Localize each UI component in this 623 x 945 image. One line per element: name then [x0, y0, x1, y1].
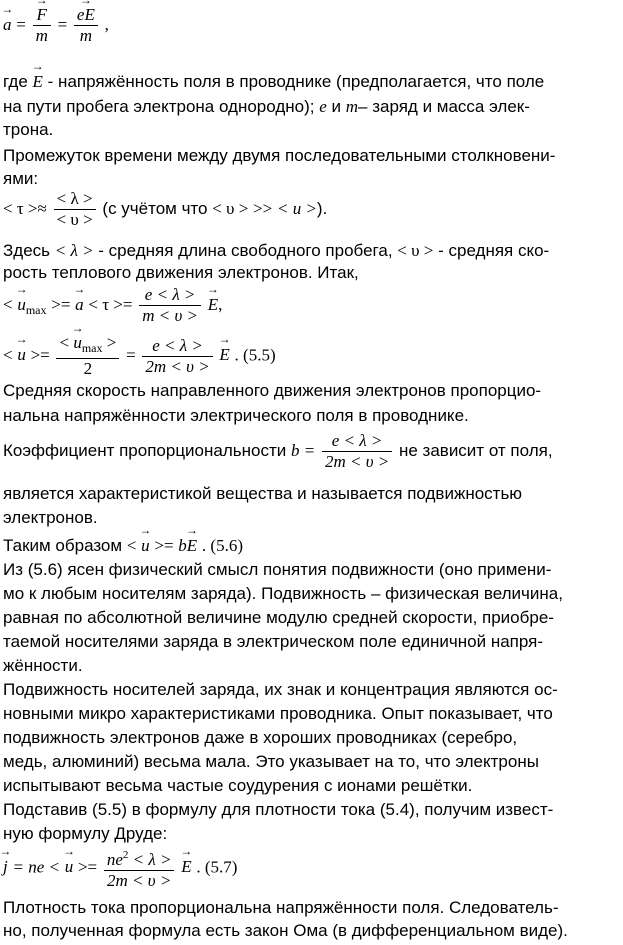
eq1-lhs: → a: [3, 15, 12, 35]
eq1-fraction-2: → $\frac{eE}{m}$: [74, 6, 98, 45]
equation-tau: < τ >≈ $\frac{< \lambda >}{< \upsilon >}$ (с учётом что < υ > >> < u >).: [3, 189, 328, 229]
p10-line-2: но, полученная формула есть закон Ома (в дифференциальном виде).: [3, 921, 568, 940]
p8-line-2: новными микро характеристиками проводника. Опыт показывает, что: [3, 704, 553, 723]
p8-line-3: подвижность электронов даже в хороших проводниках (серебро,: [3, 728, 518, 747]
p7-line-2: мо к любым носителям заряда). Подвижность – физическая величина,: [3, 584, 563, 603]
p7-line-3: равная по абсолютной величине модулю средней скорости, приобре-: [3, 608, 554, 627]
p5-line-1: Коэффициент пропорциональности b = $\frac{e < \lambda >}{2m < \upsilon >}$ не зависит от поля,: [3, 431, 553, 471]
p8-line-4: медь, алюминий) весьма мала. Это указывает на то, что электроны: [3, 752, 539, 771]
p5-line-2: является характеристикой вещества и называется подвижностью: [3, 484, 523, 503]
equation-drude: → j = ne < → u >= $\frac{ne^2 < \lambda >}{2m < \upsilon >}$ → E . (5.7): [3, 846, 237, 890]
p7-line-5: жённости.: [3, 656, 83, 675]
p8-line-5: испытывают весьма частые соудурения с ионами решётки.: [3, 776, 473, 795]
p2-line-2: ями:: [3, 169, 39, 188]
p8-line-1: Подвижность носителей заряда, их знак и концентрация являются ос-: [3, 680, 558, 699]
eq1-fraction-1: → $\frac{F}{m}$: [33, 6, 51, 45]
p9-line-1: Подставив (5.5) в формулу для плотности тока (5.4), получим извест-: [3, 800, 554, 819]
p1-line-2: на пути пробега электрона однородно); e и m– заряд и масса элек-: [3, 97, 530, 116]
p3-line-2: рость теплового движения электронов. Итак,: [3, 263, 359, 282]
p10-line-1: Плотность тока пропорциональна напряжённости поля. Следователь-: [3, 898, 559, 917]
equation-umax: < → $u_{max}$ >= → a < τ >= $\frac{e < \lambda >}{m < \upsilon >}$ → E,: [3, 286, 222, 325]
p1-line-1: где → E - напряжённость поля в проводнике (предполагается, что поле: [3, 72, 544, 91]
p3-line-1: Здесь < λ > - средняя длина свободного пробега, < υ > - средняя ско-: [3, 241, 550, 260]
equation-acceleration: → a = → $\frac{F}{m}$ = → $\frac{eE}{m}$ ,: [3, 6, 109, 45]
p7-line-4: таемой носителями заряда в электрическом поле единичной напря-: [3, 632, 543, 651]
p6-line: Таким образом < → u >= b→ E . (5.6): [3, 536, 243, 555]
p4-line-2: нальна напряжённости электрического поля в проводнике.: [3, 406, 469, 425]
p2-line-1: Промежуток времени между двумя последовательными столкновени-: [3, 146, 556, 165]
p1-line-3: трона.: [3, 120, 54, 139]
p4-line-1: Средняя скорость направленного движения электронов пропорцио-: [3, 381, 542, 400]
equation-mean-velocity: < → u >= $\frac{< \to u_{max} >}{2}$ = $\frac{e < \lambda >}{2m < \upsilon >}$ → E . (5.5): [3, 334, 276, 378]
p5-line-3: электронов.: [3, 508, 98, 527]
p7-line-1: Из (5.6) ясен физический смысл понятия подвижности (оно примени-: [3, 560, 552, 579]
p9-line-2: ную формулу Друде:: [3, 824, 168, 843]
